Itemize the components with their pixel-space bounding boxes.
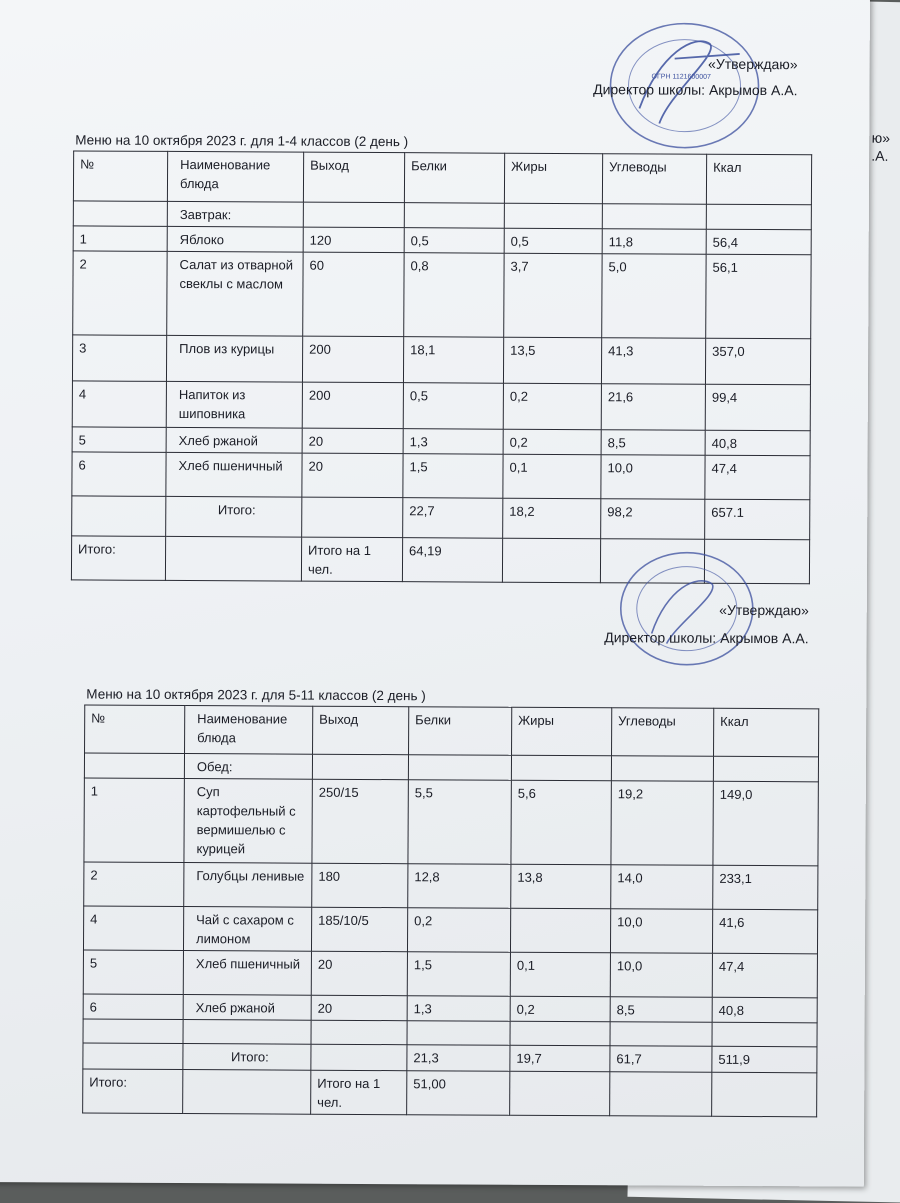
cell-out: 250/15: [312, 779, 408, 864]
cell-out: 200: [302, 336, 403, 383]
cell-kcal: 56,1: [706, 254, 811, 339]
cell-fat: 0,2: [510, 996, 610, 1022]
subtotal-protein: 21,3: [407, 1045, 510, 1072]
cell-kcal: 149,0: [713, 781, 818, 866]
director-label: Директор школы: Акрымов А.А.: [593, 81, 798, 99]
total-row: [83, 1069, 817, 1117]
section-row: [84, 753, 818, 782]
cell-kcal: 99,4: [705, 384, 810, 431]
cell-carbs: 21,6: [601, 384, 705, 431]
table-row: [73, 226, 811, 255]
cell-protein: 1,5: [407, 952, 510, 997]
cell-kcal: 41,6: [712, 909, 817, 954]
header-name: Наименование блюда: [185, 706, 313, 755]
header-num: №: [73, 151, 167, 201]
cell-kcal: 47,4: [712, 953, 817, 998]
header-kcal: Ккал: [706, 154, 811, 205]
cell-kcal: 233,1: [713, 865, 818, 910]
cell-fat: 13,5: [503, 337, 601, 384]
cell-name: Чай с сахаром с лимоном: [183, 907, 311, 952]
cell-name: Хлеб пшеничный: [183, 951, 311, 996]
table-row: [72, 335, 810, 385]
cell-protein: 12,8: [408, 864, 511, 909]
cell-num: 5: [83, 950, 183, 995]
header-out: Выход: [303, 152, 404, 203]
header-carbs: Углеводы: [602, 154, 706, 205]
header-carbs: Углеводы: [612, 708, 714, 757]
cell-num: 4: [72, 381, 166, 427]
table-row: [83, 950, 817, 998]
header-name: Наименование блюда: [167, 151, 303, 202]
stamp-text: ОГРН 1121600007: [651, 73, 711, 81]
cell-fat: 3,7: [504, 253, 602, 338]
cell-fat: 0,2: [503, 429, 601, 455]
cell-carbs: 10,0: [610, 909, 712, 954]
section-row: [73, 201, 811, 230]
cell-fat: 13,8: [511, 864, 611, 909]
cell-protein: 0,5: [404, 228, 504, 254]
cell-protein: 1,5: [403, 454, 503, 499]
cell-kcal: 56,4: [706, 229, 811, 255]
cell-protein: 18,1: [403, 337, 503, 384]
subtotal-fat: 19,7: [510, 1045, 610, 1072]
cell-name: Салат из отварной свеклы с маслом: [167, 251, 303, 336]
approve-block-1: [593, 55, 798, 98]
cell-carbs: 11,8: [602, 229, 706, 255]
cell-name: Суп картофельный с вермишелью с курицей: [184, 779, 312, 864]
subtotal-row: [72, 496, 810, 540]
cell-out: 120: [303, 227, 404, 253]
back-sheet-fragment-1: ю»: [871, 129, 891, 146]
cell-name: Хлеб пшеничный: [166, 452, 302, 497]
header-fat: Жиры: [504, 153, 602, 204]
cell-fat: 5,6: [511, 780, 611, 865]
header-protein: Белки: [409, 707, 512, 756]
subtotal-kcal: 511,9: [712, 1046, 817, 1073]
table-row: [72, 381, 810, 431]
cell-protein: 0,2: [407, 908, 510, 953]
cell-carbs: 41,3: [601, 338, 705, 385]
table-row: [84, 862, 818, 910]
cell-kcal: 40,8: [712, 997, 817, 1023]
cell-num: 2: [84, 862, 184, 907]
cell-out: 200: [302, 382, 403, 429]
table-row: [73, 251, 811, 339]
cell-protein: 0,8: [404, 253, 504, 338]
cell-name: Хлеб ржаной: [183, 995, 311, 1021]
cell-fat: 0,1: [503, 454, 601, 499]
per-person-label: Итого на 1 чел.: [311, 1070, 407, 1115]
subtotal-fat: 18,2: [503, 498, 601, 539]
per-person-value: 64,19: [402, 538, 502, 583]
table-row: [83, 994, 817, 1023]
header-kcal: Ккал: [714, 708, 819, 757]
cell-out: 20: [302, 428, 403, 454]
table-row: [72, 452, 810, 500]
director-label: Директор школы: Акрымов А.А.: [604, 629, 809, 647]
cell-kcal: 40,8: [705, 430, 810, 456]
cell-kcal: 47,4: [705, 455, 810, 500]
cell-num: 4: [83, 906, 183, 951]
cell-num: 1: [73, 226, 167, 251]
cell-carbs: 10,0: [610, 953, 712, 998]
cell-carbs: 19,2: [611, 781, 713, 866]
subtotal-carbs: 61,7: [610, 1046, 712, 1073]
approve-label: «Утверждаю»: [708, 55, 798, 73]
cell-name: Хлеб ржаной: [166, 427, 302, 453]
subtotal-kcal: 657.1: [705, 499, 810, 540]
header-out: Выход: [313, 706, 409, 755]
header-num: №: [85, 705, 185, 754]
table-header-row: [73, 151, 811, 205]
cell-out: 60: [303, 252, 404, 337]
approve-block-2: [604, 601, 809, 646]
subtotal-row: [83, 1043, 817, 1073]
subtotal-label: Итого:: [166, 496, 302, 537]
cell-carbs: 10,0: [601, 455, 705, 500]
cell-carbs: 5,0: [602, 254, 706, 339]
subtotal-protein: 22,7: [403, 498, 503, 539]
cell-out: 185/10/5: [311, 907, 407, 952]
menu-table-2: [82, 705, 819, 1118]
cell-fat: 0,1: [510, 952, 610, 997]
menu-title-2: Меню на 10 октября 2023 г. для 5-11 классов (2 день ): [86, 686, 426, 704]
approve-label: «Утверждаю»: [719, 601, 809, 619]
cell-carbs: 14,0: [611, 865, 713, 910]
cell-fat: 0,2: [503, 383, 601, 430]
section-label: Завтрак:: [167, 201, 303, 227]
per-person-value: 51,00: [407, 1071, 510, 1116]
total-label: Итого:: [71, 536, 165, 580]
cell-protein: 1,3: [403, 429, 503, 455]
subtotal-carbs: 98,2: [601, 499, 705, 540]
cell-kcal: 357,0: [705, 338, 810, 385]
cell-out: 20: [311, 951, 407, 996]
cell-num: 6: [83, 994, 183, 1020]
cell-fat: 0,5: [504, 228, 602, 254]
table-header-row: [85, 705, 819, 757]
header-fat: Жиры: [512, 707, 612, 756]
cell-carbs: 8,5: [601, 430, 705, 456]
back-sheet-fragment-2: .А.: [871, 147, 889, 164]
cell-out: 20: [311, 995, 407, 1021]
table-row: [72, 427, 810, 456]
cell-carbs: 8,5: [610, 997, 712, 1023]
menu-table-1: [71, 150, 812, 584]
cell-name: Плов из курицы: [166, 335, 302, 382]
cell-out: 180: [312, 863, 408, 908]
table-row: [84, 778, 818, 866]
cell-name: Напиток из шиповника: [166, 381, 302, 428]
cell-num: 1: [84, 778, 184, 863]
per-person-label: Итого на 1 чел.: [301, 537, 402, 582]
cell-num: 6: [72, 452, 166, 496]
section-label: Обед:: [184, 754, 312, 780]
cell-protein: 1,3: [407, 996, 510, 1022]
cell-num: 5: [72, 427, 166, 452]
menu-title-1: Меню на 10 октября 2023 г. для 1-4 классов (2 день ): [75, 132, 409, 150]
total-label: Итого:: [83, 1069, 183, 1114]
subtotal-label: Итого:: [183, 1044, 311, 1071]
cell-out: 20: [302, 453, 403, 498]
cell-name: Голубцы ленивые: [184, 863, 312, 908]
cell-num: 2: [73, 251, 167, 335]
cell-fat: [510, 908, 610, 953]
cell-num: 3: [72, 335, 166, 381]
cell-protein: 0,5: [403, 383, 503, 430]
cell-protein: 5,5: [408, 780, 511, 865]
header-protein: Белки: [404, 153, 504, 204]
table-row: [83, 906, 817, 954]
cell-name: Яблоко: [167, 226, 303, 252]
